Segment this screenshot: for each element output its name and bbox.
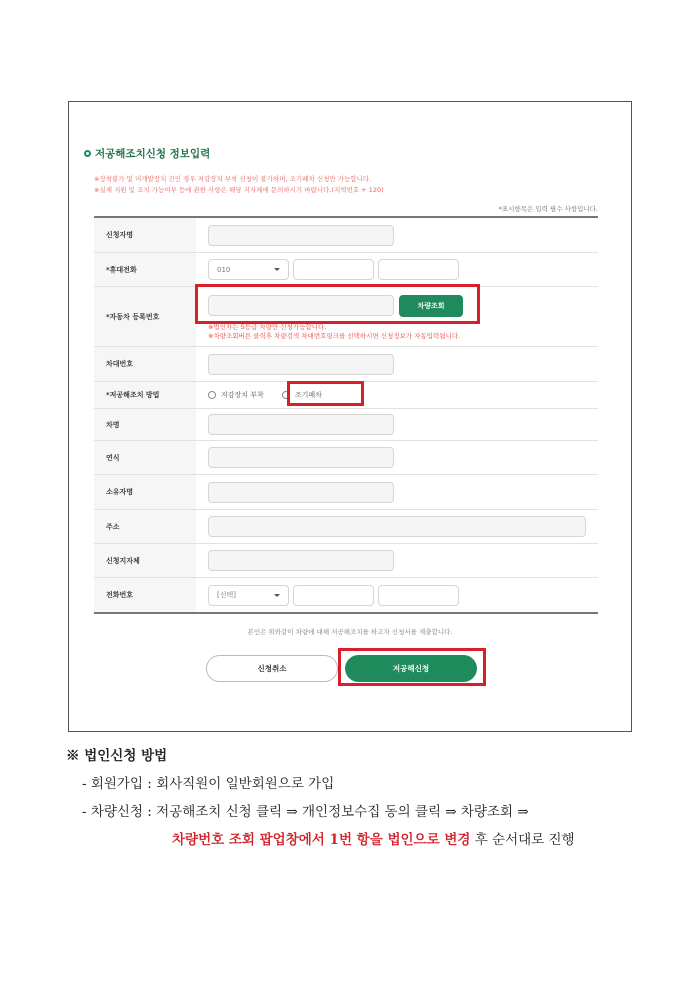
agreement-text: 본인은 위와같이 차량에 대해 저공해조치를 하고자 신청서를 제출합니다.	[247, 628, 453, 636]
owner-name-input[interactable]	[208, 482, 394, 503]
row-vehicle-reg	[94, 287, 598, 347]
doc-highlight-instruction: 차량번호 조회 팝업창에서 1번 항을 법인으로 변경	[172, 832, 471, 848]
phone-last-input[interactable]	[378, 585, 459, 606]
label-mobile: *휴대전화	[94, 253, 196, 286]
vin-input[interactable]	[208, 354, 394, 375]
row-applicant-name	[94, 218, 598, 253]
row-mobile	[94, 253, 598, 287]
row-address	[94, 510, 598, 544]
mobile-last-input[interactable]	[378, 259, 459, 280]
row-car-name	[94, 409, 598, 441]
local-gov-input[interactable]	[208, 550, 394, 571]
label-vehicle-reg: *자동차 등록번호	[94, 287, 196, 346]
applicant-name-input[interactable]	[208, 225, 394, 246]
mobile-prefix-select[interactable]: 010	[208, 259, 289, 280]
row-model-year	[94, 441, 598, 475]
label-address: 주소	[94, 510, 196, 543]
vehicle-lookup-button[interactable]: 차량조회	[399, 295, 463, 317]
submit-button[interactable]: 저공해신청	[345, 655, 477, 682]
label-local-gov: 신청지자체	[94, 544, 196, 577]
label-model-year: 연식	[94, 441, 196, 474]
mobile-middle-input[interactable]	[293, 259, 374, 280]
required-note: *표시항목은 입력 필수 사항입니다.	[498, 205, 598, 213]
label-method: *저공해조치 방법	[94, 382, 196, 408]
radio-early-scrap[interactable]: 조기폐차	[282, 390, 322, 400]
label-applicant-name: 신청자명	[94, 218, 196, 252]
notice-line-1: ※장착불가 및 미개발장치 건인 경우 저감장치 부착 신청이 불가하며, 조기폐차 신청만 가능합니다.	[94, 175, 372, 183]
row-vin	[94, 347, 598, 382]
radio-reduction-device[interactable]: 저감장치 부착	[208, 390, 264, 400]
cancel-button[interactable]: 신청취소	[206, 655, 338, 682]
row-owner-name	[94, 475, 598, 510]
radio-circle-icon[interactable]	[282, 391, 290, 399]
doc-line-instructions: 차량번호 조회 팝업창에서 1번 항을 법인으로 변경 후 순서대로 진행	[172, 832, 575, 848]
doc-line-signup: - 회원가입 : 회사직원이 일반회원으로 가입	[82, 776, 335, 792]
doc-heading: ※ 법인신청 방법	[66, 748, 168, 764]
row-method	[94, 382, 598, 409]
circle-bullet-icon	[84, 150, 91, 157]
vehicle-reg-input[interactable]	[208, 295, 394, 316]
row-phone	[94, 578, 598, 612]
label-phone: 전화번호	[94, 578, 196, 612]
phone-middle-input[interactable]	[293, 585, 374, 606]
caret-down-icon	[274, 594, 280, 597]
section-title: 저공해조치신청 정보입력	[84, 146, 210, 161]
address-input[interactable]	[208, 516, 586, 537]
radio-circle-icon[interactable]	[208, 391, 216, 399]
vehicle-warning-2: ※차량조회버튼 클릭후 차량검색 차대번호링크를 선택하시면 신청정보가 자동입력됩니다.	[208, 331, 461, 340]
label-owner-name: 소유자명	[94, 475, 196, 509]
model-year-input[interactable]	[208, 447, 394, 468]
notice-line-2: ※실제 지원 및 조치 가능여부 등에 관한 사항은 해당 지자체에 문의하시기 바랍니다.(지역번호 + 120)	[94, 186, 384, 194]
row-local-gov	[94, 544, 598, 578]
label-vin: 차대번호	[94, 347, 196, 381]
label-car-name: 차명	[94, 409, 196, 440]
caret-down-icon	[274, 268, 280, 271]
vehicle-warning-1: ※법인차는 5등급 차량만 신청가능합니다.	[208, 322, 327, 331]
doc-line-vehicle-apply: - 차량신청 : 저공해조치 신청 클릭 ⇒ 개인정보수집 동의 클릭 ⇒ 차량조회 ⇒	[82, 804, 529, 820]
phone-area-select[interactable]: [선택]	[208, 585, 289, 606]
car-name-input[interactable]	[208, 414, 394, 435]
application-form	[94, 216, 598, 614]
